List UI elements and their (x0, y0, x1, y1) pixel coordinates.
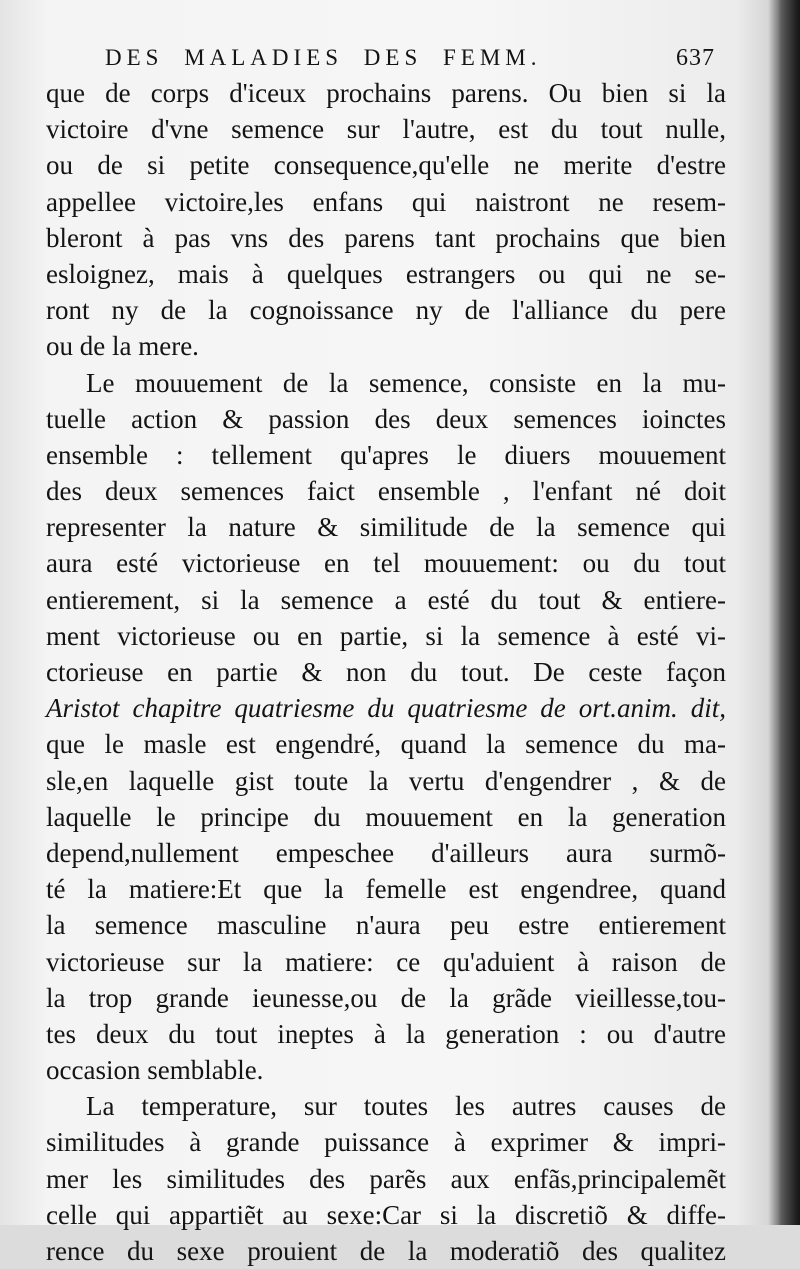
body-text (46, 75, 726, 1269)
text-line: la trop grande ieunesse,ou de la grãde vieillesse,tou- (46, 982, 726, 1013)
text-line: ensemble : tellement qu'apres le diuers mouuement (46, 439, 726, 470)
running-head: DES MALADIES DES FEMM. (105, 45, 542, 70)
text-line: tuelle action & passion des deux semences ioinctes (46, 403, 726, 434)
text-line: aura esté victorieuse en tel mouuement: ou du tout (46, 548, 726, 579)
text-line: té la matiere:Et que la femelle est engendree, quand (46, 874, 726, 905)
text-line: ctorieuse en partie & non du tout. De ceste façon (46, 657, 726, 687)
text-line: La temperature, sur toutes les autres causes de (86, 1091, 726, 1122)
text-line: ou de si petite consequence,qu'elle ne merite d'estre (46, 150, 726, 181)
text-line: victorieuse sur la matiere: ce qu'aduient à raison de (46, 946, 726, 977)
text-line: tes deux du tout ineptes à la generation : ou d'autre (46, 1018, 726, 1049)
text-line: ront ny de la cognoissance ny de l'alliance du pere (46, 295, 726, 326)
text-line: esloignez, mais à quelques estrangers ou qui ne se- (46, 258, 726, 289)
book-gutter-shadow (778, 0, 800, 1225)
text-line: celle qui appartiẽt au sexe:Car si la discretiõ & diffe- (46, 1199, 726, 1230)
text-line: sle,en laquelle gist toute la vertu d'engendrer , & de (46, 765, 726, 796)
text-line: entierement, si la semence a esté du tout & entiere- (46, 584, 726, 615)
text-line: victoire d'vne semence sur l'autre, est du tout nulle, (46, 114, 726, 145)
text-line: laquelle le principe du mouuement en la generation (46, 801, 726, 832)
text-line: que le masle est engendré, quand la semence du ma- (46, 729, 726, 760)
text-line: mer les similitudes des parẽs aux enfãs,principalemẽt (46, 1163, 726, 1194)
text-line: Le mouuement de la semence, consiste en la mu- (86, 367, 726, 398)
text-line: la semence masculine n'aura peu estre entierement (46, 910, 726, 941)
text-line: rence du sexe prouient de la moderatiõ des qualitez (46, 1236, 726, 1266)
text-line: similitudes à grande puissance à exprimer & impri- (46, 1127, 726, 1158)
text-line: appellee victoire,les enfans qui naistront ne resem- (46, 186, 726, 217)
text-line: des deux semences faict ensemble , l'enfant né doit (46, 476, 726, 507)
text-line: que de corps d'iceux prochains parens. Ou bien si la (46, 78, 726, 108)
text-line: bleront à pas vns des parens tant prochains que bien (46, 222, 726, 253)
text-line: ou de la mere. (46, 331, 199, 362)
text-line: representer la nature & similitude de la semence qui (46, 512, 726, 543)
text-line: ment victorieuse ou en partie, si la semence à esté vi- (46, 620, 726, 651)
page-number: 637 (676, 45, 715, 71)
text-line: depend,nullement empeschee d'ailleurs aura surmõ- (46, 837, 726, 868)
text-line: occasion semblable. (46, 1055, 264, 1086)
text-line: Aristot chapitre quatriesme du quatriesme de ort.anim. dit, (46, 693, 726, 724)
